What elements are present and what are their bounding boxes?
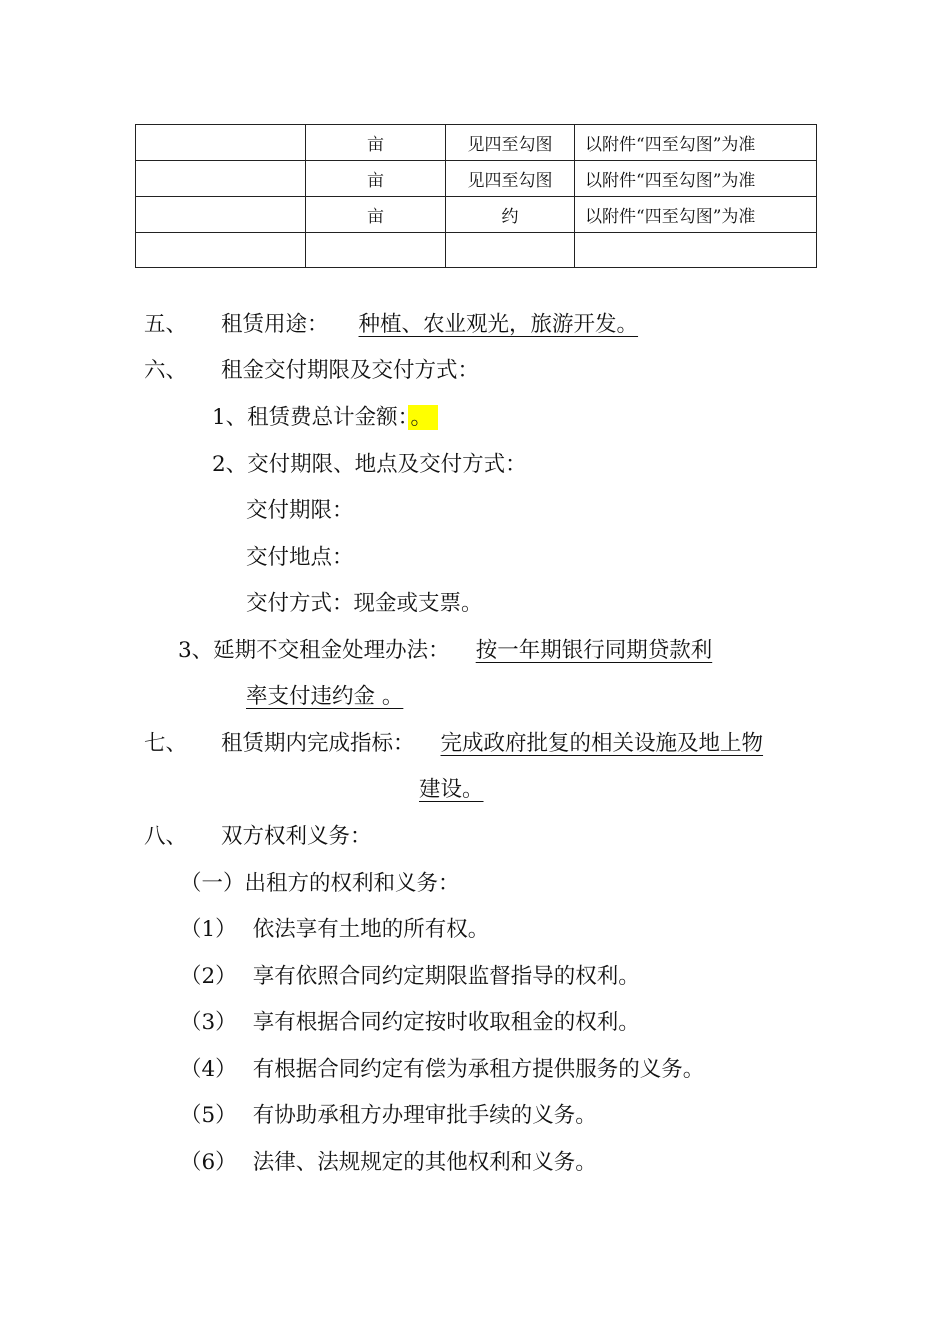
list-item: （5） 有协助承租方办理审批手续的义务。 <box>180 1103 597 1128</box>
lessor-rights-heading <box>180 869 460 899</box>
table-cell-note: 以附件“四至勾图”为准 <box>575 125 817 161</box>
late-payment-line-2 <box>246 682 421 712</box>
table-cell-unit: 亩 <box>306 125 446 161</box>
rent-total-line <box>212 403 438 433</box>
list-item: （6） 法律、法规规定的其他权利和义务。 <box>180 1150 597 1175</box>
table-cell <box>306 233 446 268</box>
list-item: （3） 享有根据合同约定按时收取租金的权利。 <box>180 1010 640 1035</box>
section-7-line-2 <box>419 775 550 805</box>
late-payment-value: 按一年期银行同期贷款利 <box>475 638 713 663</box>
table-cell-note: 以附件“四至勾图”为准 <box>575 161 817 197</box>
late-payment-value-cont: 率支付违约金 。 <box>246 684 404 709</box>
section-8-line <box>144 822 372 852</box>
section-label: 租金交付期限及交付方式： <box>221 358 480 383</box>
section-number: 六、 <box>144 358 188 383</box>
section-7-line <box>144 729 763 759</box>
table-row <box>136 161 817 197</box>
land-parcel-table <box>135 124 817 268</box>
table-cell <box>575 233 817 268</box>
table-cell-note: 以附件“四至勾图”为准 <box>575 197 817 233</box>
list-item: （1） 依法享有土地的所有权。 <box>180 917 490 942</box>
table-cell-unit: 亩 <box>306 161 446 197</box>
payment-method-line <box>246 589 483 619</box>
section-label: 双方权利义务： <box>221 824 372 849</box>
payment-terms-label: 2、交付期限、地点及交付方式： <box>212 452 527 477</box>
list-item: （4） 有根据合同约定有偿为承租方提供服务的义务。 <box>180 1057 705 1082</box>
rent-total-label: 1、租赁费总计金额： <box>212 405 409 430</box>
section-number: 七、 <box>144 731 188 756</box>
table-cell-boundary: 约 <box>446 197 575 233</box>
section-6-line <box>144 356 479 386</box>
section-label: 租赁用途： <box>221 312 329 337</box>
payment-place-label: 交付地点： <box>246 545 354 570</box>
table-row <box>136 197 817 233</box>
payment-place-line <box>246 543 354 573</box>
section-number: 五、 <box>144 312 188 337</box>
payment-method-label: 交付方式：现金或支票。 <box>246 591 483 616</box>
rent-total-value: 。 <box>408 405 438 430</box>
payment-terms-line <box>212 450 527 480</box>
payment-period-label: 交付期限： <box>246 498 354 523</box>
late-payment-label: 3、延期不交租金处理办法： <box>178 638 450 663</box>
table-cell <box>136 161 306 197</box>
subsection-label: （一）出租方的权利和义务： <box>180 871 460 896</box>
section-label: 租赁期内完成指标： <box>221 731 415 756</box>
table-cell <box>136 125 306 161</box>
table-cell-unit: 亩 <box>306 197 446 233</box>
section-number: 八、 <box>144 824 188 849</box>
section-7-value-cont: 建设。 <box>419 777 484 802</box>
table-row <box>136 125 817 161</box>
section-5-line <box>144 310 638 340</box>
section-5-value: 种植、农业观光，旅游开发。 <box>358 312 639 337</box>
table-cell <box>136 233 306 268</box>
table-cell <box>136 197 306 233</box>
table-cell <box>446 233 575 268</box>
late-payment-line <box>178 636 732 666</box>
table-cell-boundary: 见四至勾图 <box>446 125 575 161</box>
table-row <box>136 233 817 268</box>
table-cell-boundary: 见四至勾图 <box>446 161 575 197</box>
section-7-value: 完成政府批复的相关设施及地上物 <box>440 731 764 756</box>
payment-period-line <box>246 496 354 526</box>
list-item: （2） 享有依照合同约定期限监督指导的权利。 <box>180 964 640 989</box>
